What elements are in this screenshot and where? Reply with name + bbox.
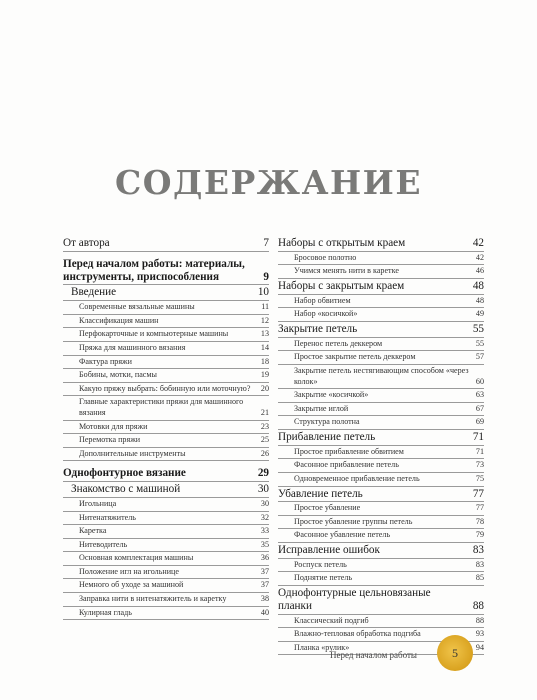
toc-entry-page: 75 [475,473,484,483]
toc-entry-title: Основная комплектация машины [79,553,194,563]
toc-entry [63,512,269,526]
toc-entry-title: Игольница [79,498,117,508]
toc-entry [63,328,269,342]
toc-entry-title: Набор «косичкой» [294,309,358,319]
running-footer: Перед началом работы [330,650,417,660]
toc-entry [278,543,484,559]
toc-entry-page: 12 [260,315,269,325]
toc-entry-page: 49 [475,309,484,319]
toc-entry-title: Классический подгиб [294,615,369,625]
toc-entry-page: 77 [472,487,484,500]
toc-entry [63,301,269,315]
toc-entry-title: Фасонное прибавление петель [294,460,399,470]
toc-entry-title: Наборы с открытым краем [278,237,406,249]
toc-entry-page: 63 [475,390,484,400]
toc-entry [278,416,484,430]
toc-entry-title: Простое прибавление обвитием [294,446,404,456]
toc-entry-page: 48 [472,279,484,292]
toc-entry-title: Планка «рулик» [294,642,350,652]
toc-entry-title: Фактура пряжи [79,356,132,366]
toc-entry [63,552,269,566]
toc-entry-page: 37 [260,580,269,590]
toc-entry [63,434,269,448]
toc-entry-page: 93 [475,629,484,639]
toc-entry [278,502,484,516]
toc-entry-title: Немного об уходе за машиной [79,580,184,590]
toc-entry-title: Закрытие петель нестягивающим способом «через колок» [294,365,469,386]
toc-entry-page: 7 [263,237,269,249]
toc-entry-page: 25 [260,435,269,445]
toc-entry [278,308,484,322]
page-title: СОДЕРЖАНИЕ [114,163,422,202]
toc-entry-title: Однофонтурные цельновязаные планки [278,587,431,612]
toc-entry-page: 38 [260,594,269,604]
toc-entry [278,529,484,543]
toc-entry-title: Каретка [79,526,107,536]
toc-entry-title: От автора [63,237,110,249]
toc-entry [63,498,269,512]
toc-entry-page: 20 [260,383,269,393]
toc-entry-title: Какую пряжу выбрать: бобинную или моточную? [79,383,251,393]
toc-entry [278,338,484,352]
toc-entry-page: 69 [475,417,484,427]
toc-entry-page: 30 [260,498,269,508]
toc-entry-title: Роспуск петель [294,559,347,569]
toc-entry [278,516,484,530]
toc-entry-title: Бросовое полотно [294,252,357,262]
toc-entry-title: Перфокарточные и компьютерные машины [79,329,229,339]
toc-entry [63,566,269,580]
toc-entry [63,539,269,553]
toc-entry-page: 35 [260,539,269,549]
page-number-badge [437,635,473,671]
toc-entry-page: 57 [475,352,484,362]
toc-entry-title: Знакомство с машиной [71,483,181,496]
toc-entry-title: Наборы с закрытым краем [278,279,405,292]
toc-entry [278,487,484,503]
toc-entry-page: 55 [472,322,484,335]
toc-entry-title: Закрытие «косичкой» [294,390,369,400]
toc-entry-title: Пряжа для машинного вязания [79,342,186,352]
toc-column-right [278,236,484,655]
toc-entry-page: 23 [260,421,269,431]
toc-entry [278,572,484,586]
toc-entry-page: 60 [475,376,484,386]
toc-entry [63,593,269,607]
toc-entry [278,403,484,417]
toc-entry-page: 55 [475,338,484,348]
toc-entry [278,351,484,365]
toc-entry-title: Нитеводитель [79,539,128,549]
toc-entry [63,607,269,621]
toc-entry-page: 42 [475,252,484,262]
toc-entry-page: 85 [475,573,484,583]
toc-entry [278,459,484,473]
toc-entry-title: Нитенатяжитель [79,512,136,522]
toc-entry-title: Введение [71,286,117,299]
toc-entry-page: 14 [260,342,269,352]
toc-entry [278,322,484,338]
toc-entry-page: 73 [475,460,484,470]
toc-entry-page: 36 [260,553,269,563]
toc-entry-page: 40 [260,607,269,617]
toc-entry-title: Однофонтурное вязание [63,467,186,480]
toc-entry-title: Прибавление петель [278,430,376,443]
toc-entry-page: 30 [257,483,269,496]
toc-entry-page: 83 [472,544,484,557]
toc-entry [278,446,484,460]
toc-entry-page: 21 [260,407,269,417]
toc-entry [63,257,269,286]
toc-entry [278,252,484,266]
toc-entry-page: 18 [260,356,269,366]
toc-entry-title: Классификация машин [79,315,159,325]
toc-entry-title: Закрытие иглой [294,403,349,413]
toc-entry-title: Положение игл на игольнице [79,566,179,576]
toc-entry [278,236,484,252]
toc-entry-page: 79 [475,530,484,540]
toc-entry-page: 71 [475,446,484,456]
toc-entry-page: 67 [475,403,484,413]
toc-entry-page: 77 [475,503,484,513]
toc-entry [63,396,269,420]
toc-entry-title: Исправление ошибок [278,544,380,557]
toc-entry [63,482,269,498]
toc-entry-page: 19 [260,370,269,380]
toc-entry-page: 29 [257,467,269,480]
toc-entry [278,295,484,309]
toc-entry-title: Перенос петель деккером [294,338,383,348]
toc-entry-title: Одновременное прибавление петель [294,473,420,483]
toc-entry [278,279,484,295]
toc-entry-title: Дополнительные инструменты [79,448,186,458]
toc-entry-page: 32 [260,512,269,522]
toc-entry [278,430,484,446]
toc-entry-title: Поднятие петель [294,573,353,583]
toc-entry-title: Набор обвитием [294,295,351,305]
toc-entry-title: Закрытие петель [278,322,358,335]
toc-entry-page: 9 [263,270,269,283]
toc-entry-page: 48 [475,295,484,305]
toc-entry-title: Кулирная гладь [79,607,132,617]
toc-entry [63,369,269,383]
toc-entry-title: Современные вязальные машины [79,302,195,312]
toc-entry-title: Фасонное убавление петель [294,530,391,540]
toc-entry-page: 46 [475,266,484,276]
toc-entry-page: 37 [260,566,269,576]
toc-entry-title: Мотовки для пряжи [79,421,148,431]
toc-entry [63,342,269,356]
toc-entry-title: Заправка нити в нитенатяжитель и каретку [79,594,227,604]
toc-entry-page: 88 [472,599,484,612]
toc-entry-title: Структура полотна [294,417,360,427]
toc-entry [63,236,269,252]
toc-entry [63,525,269,539]
toc-entry-page: 83 [475,559,484,569]
toc-entry-title: Простое убавление группы петель [294,516,413,526]
toc-entry [63,315,269,329]
toc-entry-title: Перед началом работы: материалы, инструменты, приспособления [63,257,245,283]
toc-entry-page: 10 [257,286,269,299]
toc-entry [278,559,484,573]
toc-entry-title: Влажно-тепловая обработка подгиба [294,629,421,639]
toc-entry [278,365,484,389]
page-number: 5 [452,645,458,660]
toc-entry-page: 94 [475,642,484,652]
toc-entry [278,473,484,487]
toc-entry-title: Убавление петель [278,487,363,500]
toc-entry-title: Бобины, мотки, пасмы [79,370,157,380]
toc-entry [278,586,484,615]
toc-entry-page: 78 [475,516,484,526]
toc-entry-page: 42 [472,237,484,249]
toc-entry-page: 11 [261,302,269,312]
toc-entry [63,356,269,370]
toc-entry-page: 13 [260,329,269,339]
toc-entry-page: 88 [475,615,484,625]
toc-entry-page: 71 [472,430,484,443]
toc-entry [278,389,484,403]
toc-entry-title: Простое убавление [294,503,361,513]
toc-entry-title: Главные характеристики пряжи для машинного вязания [79,397,244,417]
toc-entry-title: Перемотка пряжи [79,435,141,445]
toc-entry [63,466,269,482]
toc-entry-page: 26 [260,448,269,458]
toc-entry [63,285,269,301]
toc-entry-title: Учимся менять нити в каретке [294,266,399,276]
toc-entry-page: 33 [260,526,269,536]
toc-entry [63,579,269,593]
toc-entry [278,265,484,279]
toc-entry [63,421,269,435]
toc-entry [63,448,269,462]
toc-entry [278,615,484,629]
toc-entry-title: Простое закрытие петель деккером [294,352,416,362]
toc-entry [63,383,269,397]
toc-column-left [63,236,269,620]
